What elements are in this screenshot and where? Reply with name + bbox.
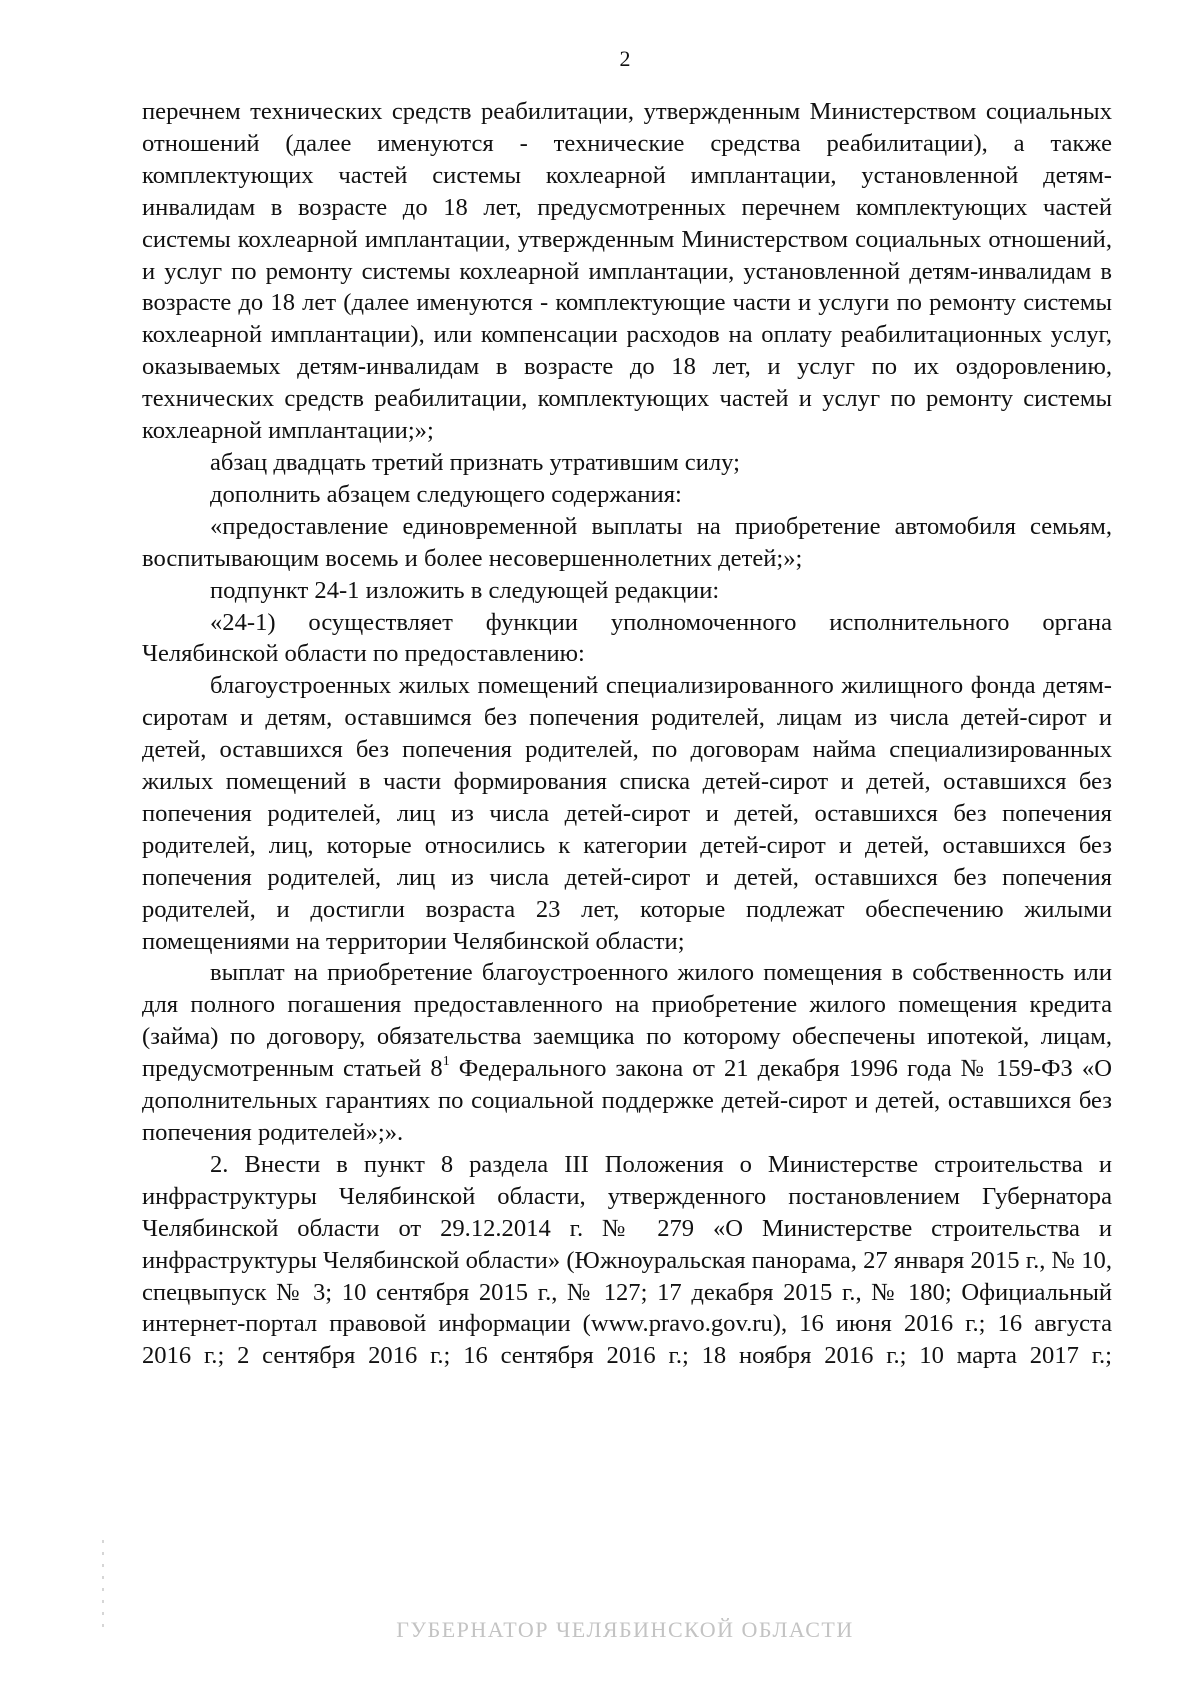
paragraph-housing-payments-law: Федерального закона от 21 декабря 1996 года № 159-ФЗ «О дополнительных гарантиях по социальной поддержке детей-сирот и детей, оставшихся без попечения родителей»;».: [142, 1055, 1112, 1146]
paragraph-abzac-23: абзац двадцать третий признать утратившим силу;: [210, 448, 740, 476]
paragraph-car-payment: «предоставление единовременной выплаты на приобретение автомобиля семьям, воспитывающим восемь и более несовершеннолетних детей;»;: [142, 512, 1112, 572]
paragraph-add-abzac: дополнить абзацем следующего содержания:: [210, 480, 682, 508]
paragraph-orphan-housing: благоустроенных жилых помещений специализированного жилищного фонда детям-сиротам и детям, оставшимся без попечения родителей, лицам из числа детей-сирот и детей, оставшихся без попечения родителей, по договорам найма специализированных жилых помещений в части формирования списка детей-сирот и детей, оставшихся без попечения родителей, лиц из числа детей-сирот и детей, оставшихся без попечения родителей, лиц, которые относились к категории детей-сирот и детей, оставшихся без попечения родителей, лиц из числа детей-сирот и детей, оставшихся без попечения родителей, и достигли возраста 23 лет, которые подлежат обеспечению жилыми помещениями на территории Челябинской области;: [142, 672, 1112, 955]
paragraph-point-2-construction-ministry: 2. Внести в пункт 8 раздела III Положения о Министерстве строительства и инфраструктуры Челябинской области, утвержденного постановлением Губернатора Челябинской области от 29.12.2014 г. № 279 «О Министерстве строительства и инфраструктуры Челябинской области» (Южноуральская панорама, 27 января 2015 г., № 10, спецвыпуск № 3; 10 сентября 2015 г., № 127; 17 декабря 2015 г., № 180; Официальный интернет-портал правовой информации (www.pravo.gov.ru), 16 июня 2016 г.; 16 августа 2016 г.; 2 сентября 2016 г.; 16 сентября 2016 г.; 18 ноября 2016 г.; 10 марта 2017 г.;: [142, 1150, 1112, 1370]
page-number: 2: [619, 46, 631, 71]
paragraph-rehabilitation-list: перечнем технических средств реабилитации, утвержденным Министерством социальных отношений (далее именуются - технические средства реабилитации), а также комплектующих частей системы кохлеарной имплантации, установленной детям-инвалидам в возрасте до 18 лет, предусмотренных перечнем комплектующих частей системы кохлеарной имплантации, утвержденным Министерством социальных отношений, и услуг по ремонту системы кохлеарной имплантации, установленной детям-инвалидам в возрасте до 18 лет (далее именуются - комплектующие части и услуги по ремонту системы кохлеарной имплантации), или компенсации расходов на оплату реабилитационных услуг, оказываемых детям-инвалидам в возрасте до 18 лет, и услуг по их оздоровлению, технических средств реабилитации, комплектующих частей и услуг по ремонту системы кохлеарной имплантации;»;: [142, 98, 1112, 445]
paragraph-24-1-functions: «24-1) осуществляет функции уполномоченного исполнительного органа Челябинской области по предоставлению:: [142, 608, 1112, 668]
document-body: [142, 96, 1112, 1372]
paragraph-housing-payments: [142, 957, 1112, 1148]
superscript-article-number: 1: [442, 1054, 450, 1070]
paragraph-subpoint-24-1: подпункт 24-1 изложить в следующей редакции:: [210, 576, 720, 604]
paragraph-housing-payments-text: выплат на приобретение благоустроенного жилого помещения в собственность или для полного погашения предоставленного на приобретение жилого помещения кредита (займа) по договору, обязательства заемщика по которому обеспечены ипотекой, лицам, предусмотренным статьей 8: [142, 959, 1112, 1083]
governor-watermark: ГУБЕРНАТОР ЧЕЛЯБИНСКОЙ ОБЛАСТИ: [396, 1617, 854, 1642]
